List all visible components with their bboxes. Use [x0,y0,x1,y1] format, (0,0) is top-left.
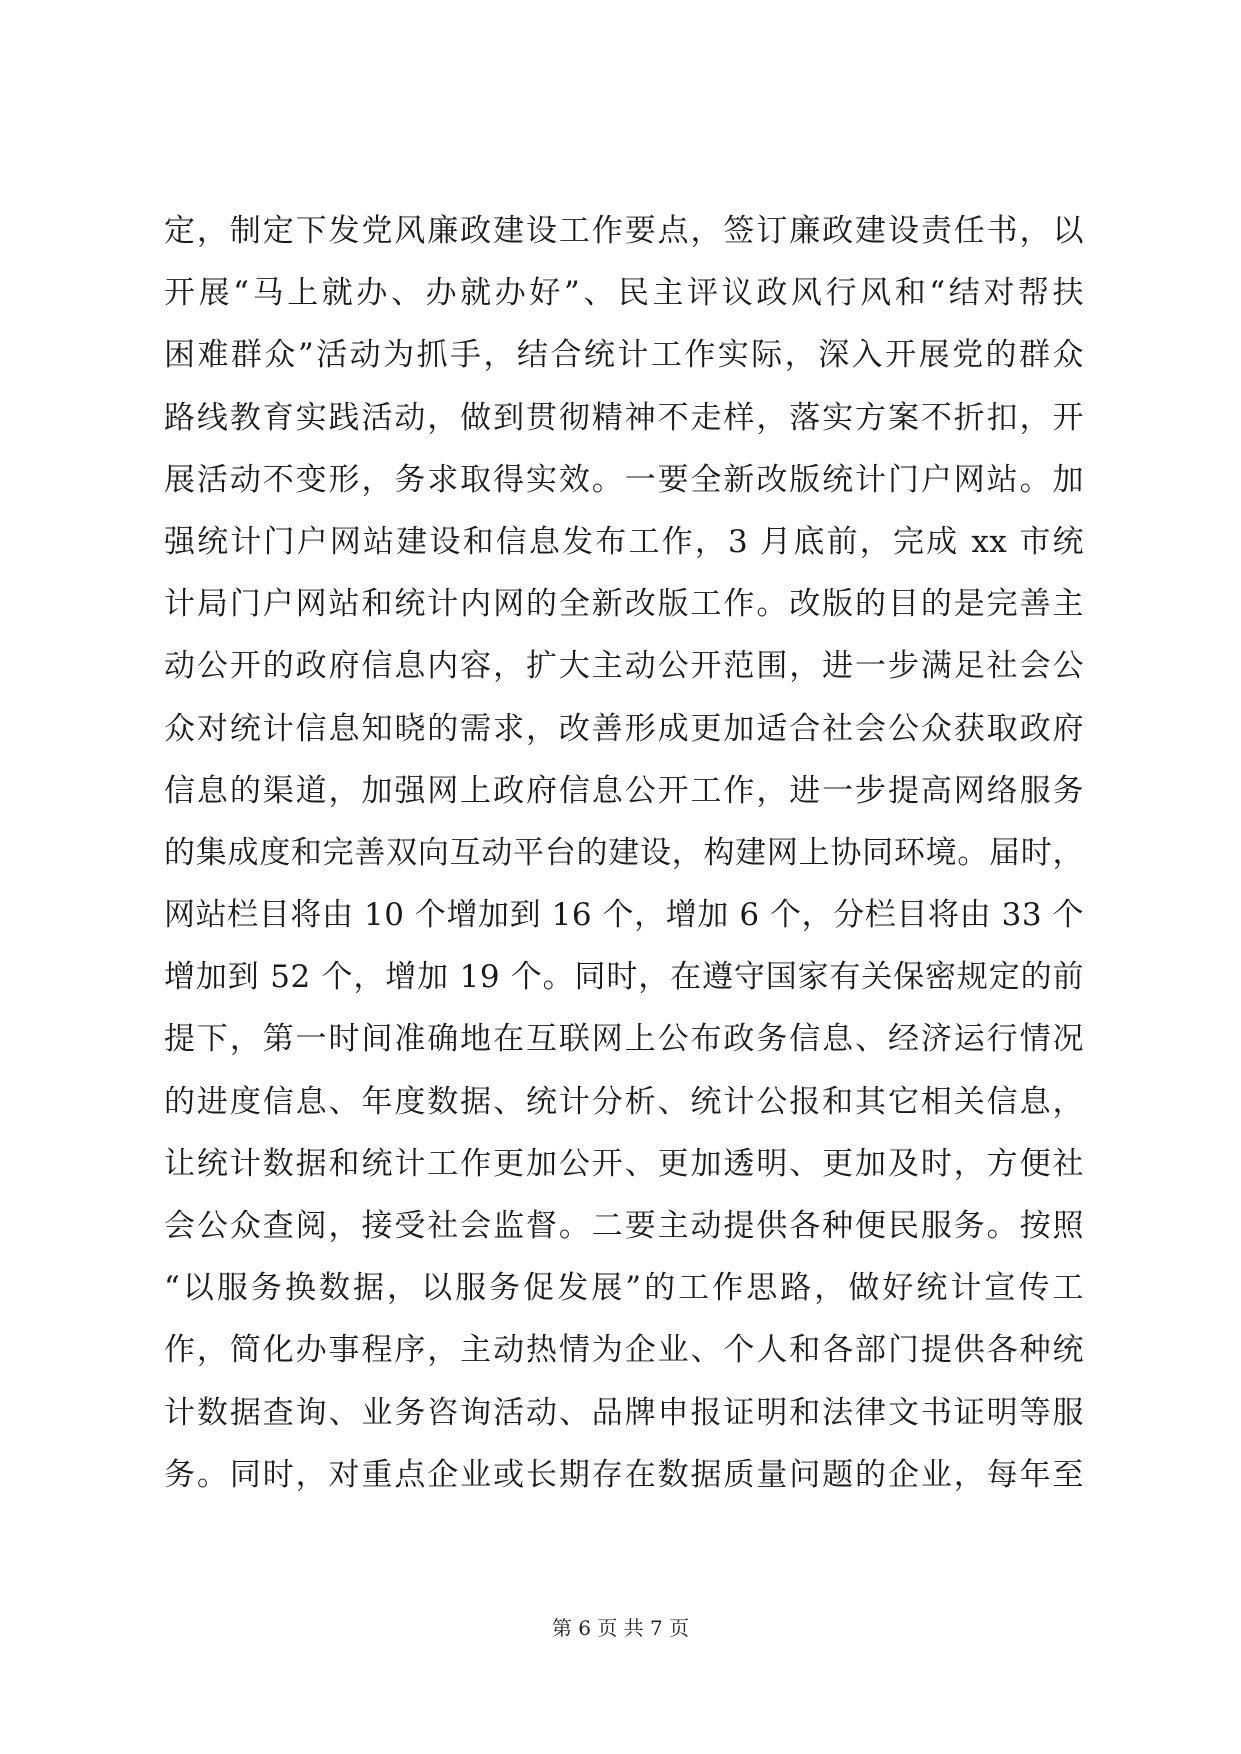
text-line: 增加到 52 个，增加 19 个。同时，在遵守国家有关保密规定的前 [164,959,1084,996]
text-line: 动公开的政府信息内容，扩大主动公开范围，进一步满足社会公 [164,648,1084,685]
text-line: 信息的渠道，加强网上政府信息公开工作，进一步提高网络服务 [164,772,1084,809]
text-line: 的集成度和完善双向互动平台的建设，构建网上协同环境。届时， [164,834,1084,871]
text-line: 困难群众”活动为抓手，结合统计工作实际，深入开展党的群众 [164,337,1084,374]
text-line: 的进度信息、年度数据、统计分析、统计公报和其它相关信息， [164,1083,1084,1120]
text-line: 计数据查询、业务咨询活动、品牌申报证明和法律文书证明等服 [164,1394,1084,1431]
text-line: 强统计门户网站建设和信息发布工作，3 月底前，完成 xx 市统 [164,523,1084,560]
text-line: 展活动不变形，务求取得实效。一要全新改版统计门户网站。加 [164,461,1084,498]
text-line: 会公众查阅，接受社会监督。二要主动提供各种便民服务。按照 [164,1208,1084,1244]
page-footer: 第 6 页 共 7 页 [551,1616,690,1640]
text-line: 众对统计信息知晓的需求，改善形成更加适合社会公众获取政府 [164,710,1084,747]
text-line: 定，制定下发党风廉政建设工作要点，签订廉政建设责任书，以 [164,213,1084,249]
text-line: 提下，第一时间准确地在互联网上公布政务信息、经济运行情况 [164,1021,1084,1058]
text-line: 计局门户网站和统计内网的全新改版工作。改版的目的是完善主 [164,586,1084,623]
text-line: 开展“马上就办、办就办好”、民主评议政风行风和“结对帮扶 [164,275,1084,312]
body-paragraph [164,200,1084,1506]
text-line: 路线教育实践活动，做到贯彻精神不走样，落实方案不折扣，开 [164,399,1084,436]
text-line: 让统计数据和统计工作更加公开、更加透明、更加及时，方便社 [164,1145,1084,1182]
text-line: 务。同时，对重点企业或长期存在数据质量问题的企业，每年至 [164,1456,1084,1493]
text-line: “以服务换数据，以服务促发展”的工作思路，做好统计宣传工 [164,1270,1084,1307]
text-line: 网站栏目将由 10 个增加到 16 个，增加 6 个，分栏目将由 33 个 [164,897,1084,934]
text-line: 作，简化办事程序，主动热情为企业、个人和各部门提供各种统 [164,1332,1084,1369]
